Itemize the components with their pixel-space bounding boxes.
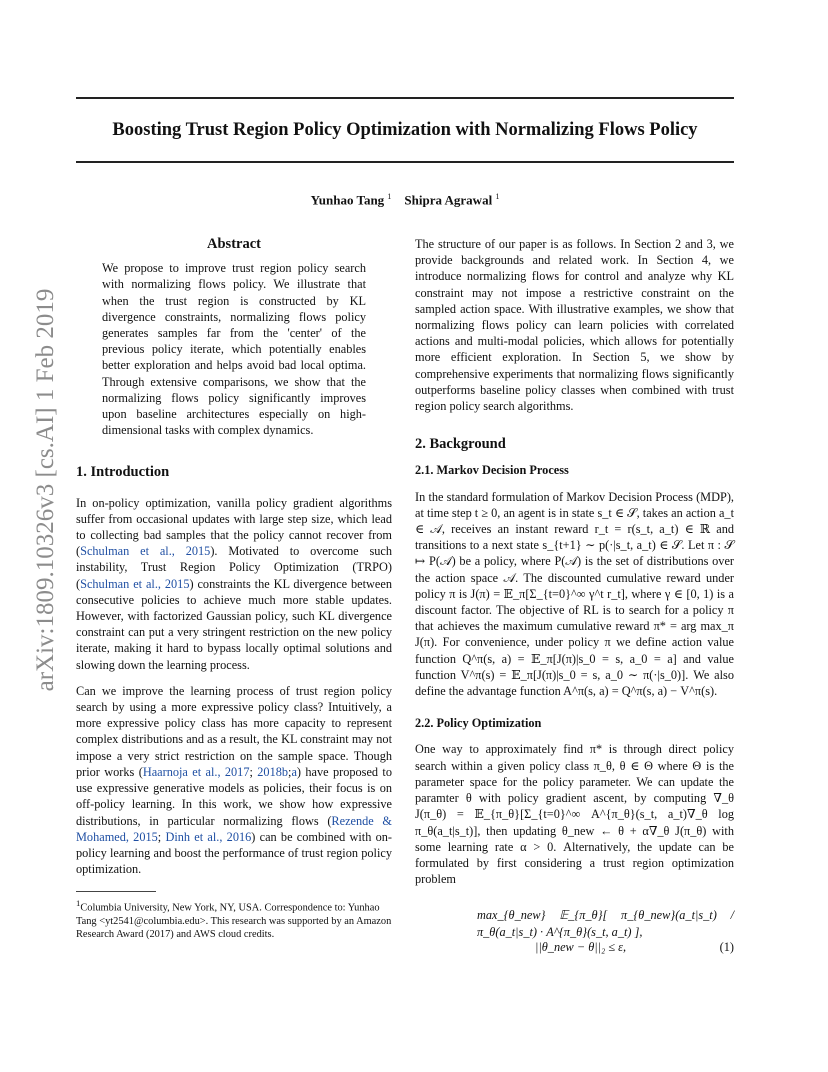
- subsection-heading-policy-optimization: 2.2. Policy Optimization: [415, 716, 542, 731]
- intro-text: In on-policy optimization, vanilla policy gradient algorithms suffer from occasional updates with large step size, which lead to collecting bad samples that the policy cannot recover from (: [76, 495, 392, 559]
- citation-link[interactable]: Rezende & Mohamed, 2015: [76, 813, 392, 844]
- abstract-heading: Abstract: [207, 236, 261, 252]
- intro-text: Can we improve the learning process of trust region policy search by using a more expressive policy class? Intuitively, a more expressive policy class has more capacity to represent complex distributions and as a result, the KL constraint may not impose a very strict restriction on the sample space. Though prior works (: [76, 683, 392, 779]
- citation-link[interactable]: Schulman et al., 2015: [80, 544, 211, 559]
- citation-link[interactable]: Dinh et al., 2016: [165, 829, 252, 844]
- section-heading-background: 2. Background: [415, 436, 506, 453]
- author-name: Shipra Agrawal: [404, 192, 493, 208]
- citation-link[interactable]: Haarnoja et al., 2017: [142, 764, 250, 779]
- equation-line-objective: max_{θ_new} 𝔼_{π_θ}[ π_{θ_new}(a_t|s_t) / π_θ(a_t|s_t) · A^{π_θ}(s_t, a_t) ],: [477, 908, 734, 939]
- intro-text: ) have proposed to use expressive generative models as policies, their focus is on off-policy learning. In this work, we show how expressive distributions, in particular normalizing flows (: [76, 764, 392, 828]
- author-list: [76, 192, 734, 208]
- equation-line-constraint: ||θ_new − θ||₂ ≤ ε,: [535, 940, 627, 955]
- citation-link[interactable]: Schulman et al., 2015: [80, 576, 190, 591]
- intro-text: ). Motivated to overcome such instability, Trust Region Policy Optimization (TRPO) (: [76, 544, 392, 591]
- author-affiliation-mark: 1: [387, 192, 392, 201]
- footnote-text: [76, 897, 392, 940]
- intro-text: ;: [157, 829, 166, 844]
- arxiv-stamp: arXiv:1809.10326v3 [cs.AI] 1 Feb 2019: [32, 288, 59, 692]
- right-column: [415, 236, 734, 961]
- mdp-paragraph: In the standard formulation of Markov Decision Process (MDP), at time step t ≥ 0, an agent is in state s_t ∈ 𝒮, takes an action a_t ∈ 𝒜, receives an instant reward r_t = r(s_t, a_t) ∈ ℝ and transitions to a next state s_{t+1} ∼ p(·|s_t, a_t) ∈ 𝒮. Let π : 𝒮 ↦ P(𝒜) be a policy, where P(𝒜) is the set of distributions over the action space 𝒜. The discounted cumulative reward under policy π is J(π) = 𝔼_π[Σ_{t=0}^∞ γ^t r_t], where γ ∈ [0, 1) is a discount factor. The objective of RL is to search for a policy π that achieves the maximum cumulative reward π* = arg max_π J(π). For convenience, under policy π we define action value function Q^π(s, a) = 𝔼_π[J(π)|s_0 = s, a_0 = a] and value function V^π(s) = 𝔼_π[J(π)|s_0 = s, a_0 ∼ π(·|s_0)]. We also define the advantage function A^π(s, a) = Q^π(s, a) − V^π(s).: [415, 489, 734, 699]
- footnote-mark: 1: [76, 898, 81, 909]
- citation-link[interactable]: a: [291, 764, 297, 779]
- abstract-text: We propose to improve trust region policy search with normalizing flows policy. We illustrate that when the trust region is constructed by KL divergence constraints, normalizing flows policy generates samples far from the 'center' of the previous policy iterate, which potentially enables better exploration and helps avoid bad local optima. Through extensive comparisons, we show that the normalizing flows policy significantly improves upon baseline architectures especially on high-dimensional tasks with complex dynamics.: [102, 261, 366, 438]
- intro-text: ) can be combined with on-policy learning and boost the performance of trust region policy optimization.: [76, 829, 393, 877]
- citation-link[interactable]: 2018b: [257, 764, 289, 779]
- equation-number: (1): [719, 940, 734, 955]
- intro-paragraph-2: [76, 683, 392, 877]
- footnote-block: [76, 891, 392, 940]
- title-rule-top: [76, 97, 734, 99]
- policy-optimization-paragraph: One way to approximately find π* is through direct policy search within a given policy class π_θ, θ ∈ Θ where Θ is the parameter space for the policy parameter. We can update the paramter θ with policy gradient ascent, by computing ∇_θ J(π_θ) = 𝔼_{π_θ}[Σ_{t=0}^∞ A^{π_θ}(s_t, a_t)∇_θ log π_θ(a_t|s_t)], then updating θ_new ← θ + α∇_θ J(π_θ) with some learning rate α > 0. Alternatively, the update can be formulated by first considering a trust region optimization problem: [415, 742, 734, 887]
- footnote-rule: [76, 891, 156, 892]
- structure-paragraph: The structure of our paper is as follows. In Section 2 and 3, we provide backgrounds and related work. In Section 4, we introduce normalizing flows for control and analyze why KL constraint may not impose a restrictive constraint on the sampled action space. With illustrative examples, we show that normalizing flows policy can learn policies with correlated actions and multi-modal policies, which allows for potentially more efficient exploration. In Section 5, we show by comprehensive experiments that normalizing flows significantly outperforms baseline policy classes when combined with trust region policy search algorithms.: [415, 237, 734, 414]
- section-heading-introduction: 1. Introduction: [76, 464, 170, 481]
- author-affiliation-mark: 1: [495, 192, 500, 201]
- author-name: Yunhao Tang: [310, 192, 385, 208]
- subsection-heading-mdp: 2.1. Markov Decision Process: [415, 463, 569, 478]
- footnote-body: Columbia University, New York, NY, USA. Correspondence to: Yunhao Tang <yt2541@columbia.edu>. This research was supported by an Amazon Research Award (2017) and AWS cloud credits.: [76, 902, 392, 940]
- intro-paragraph-1: [76, 495, 392, 673]
- left-column: [76, 236, 392, 941]
- paper-title: Boosting Trust Region Policy Optimization with Normalizing Flows Policy: [112, 120, 698, 140]
- intro-text: ;: [249, 764, 258, 779]
- intro-text: ;: [288, 764, 292, 779]
- equation-1: [415, 901, 734, 961]
- title-rule-bottom: [76, 161, 734, 163]
- intro-text: ) constraints the KL divergence between consecutive policies to achieve much more stable updates. However, with factorized Gaussian policy, such KL divergence constraint can put a very stringent restriction on the new policy iterate, making it hard to bypass locally optimal solutions and slowing down the learning process.: [76, 576, 392, 672]
